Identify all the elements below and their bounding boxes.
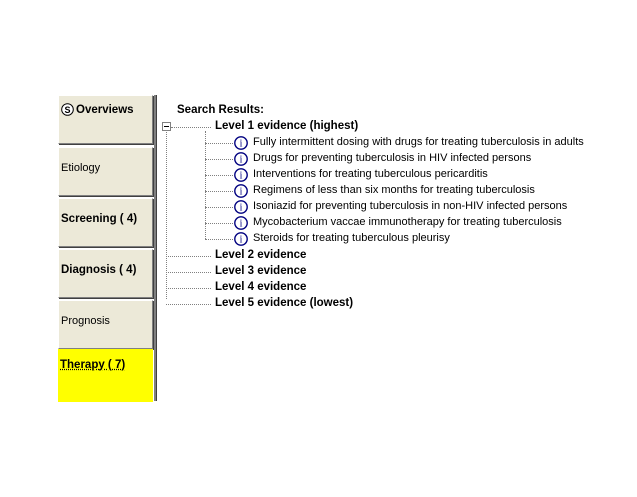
evidence-item-link[interactable]: Isoniazid for preventing tuberculosis in non-HIV infected persons <box>253 200 568 212</box>
tree-node-level-4[interactable]: Level 4 evidence <box>215 281 307 293</box>
info-icon <box>234 152 248 166</box>
tree-node-level-2[interactable]: Level 2 evidence <box>215 249 307 261</box>
tab-overviews-label: Overviews <box>76 104 134 116</box>
category-tabs <box>58 95 156 401</box>
info-icon <box>234 200 248 214</box>
tab-screening-label: Screening ( 4) <box>61 213 138 225</box>
tree-node-level-3[interactable]: Level 3 evidence <box>215 265 307 277</box>
tree-connector <box>166 256 211 257</box>
svg-text:i: i <box>239 186 243 198</box>
results-tree <box>157 95 584 401</box>
tree-connector <box>205 175 233 176</box>
svg-text:i: i <box>239 218 243 230</box>
tab-prognosis[interactable] <box>58 300 153 349</box>
tab-etiology-label: Etiology <box>61 162 101 174</box>
info-icon <box>234 168 248 182</box>
tree-connector <box>205 143 233 144</box>
info-icon <box>234 136 248 150</box>
tree-trunk-line <box>166 129 167 299</box>
svg-text:S: S <box>64 105 71 115</box>
tree-connector <box>205 159 233 160</box>
evidence-item-link[interactable]: Regimens of less than six months for treating tuberculosis <box>253 184 535 196</box>
tree-connector <box>166 304 211 305</box>
tree-connector <box>205 239 233 240</box>
tab-screening[interactable] <box>58 198 153 247</box>
tree-connector <box>205 191 233 192</box>
svg-text:i: i <box>239 202 243 214</box>
tree-node-level-5[interactable]: Level 5 evidence (lowest) <box>215 297 354 309</box>
evidence-item-link[interactable]: Mycobacterium vaccae immunotherapy for treating tuberculosis <box>253 216 562 228</box>
tree-connector <box>166 288 211 289</box>
info-icon <box>234 216 248 230</box>
evidence-item-link[interactable]: Fully intermittent dosing with drugs for treating tuberculosis in adults <box>253 136 584 148</box>
evidence-item-link[interactable]: Drugs for preventing tuberculosis in HIV infected persons <box>253 152 532 164</box>
tree-connector <box>205 223 233 224</box>
evidence-browser <box>58 95 584 401</box>
evidence-item-link[interactable]: Interventions for treating tuberculous pericarditis <box>253 168 488 180</box>
collapse-level-1-button[interactable] <box>162 122 171 131</box>
svg-text:i: i <box>239 170 243 182</box>
info-icon <box>234 232 248 246</box>
tab-diagnosis-label: Diagnosis ( 4) <box>61 264 137 276</box>
tree-connector <box>205 207 233 208</box>
tab-therapy-label: Therapy ( 7) <box>60 359 126 371</box>
svg-text:i: i <box>239 154 243 166</box>
svg-text:i: i <box>239 138 243 150</box>
tree-connector <box>171 127 211 128</box>
tab-overviews[interactable] <box>58 95 153 144</box>
tab-etiology[interactable] <box>58 147 153 196</box>
tree-connector <box>166 272 211 273</box>
tab-diagnosis[interactable] <box>58 249 153 298</box>
evidence-item-link[interactable]: Steroids for treating tuberculous pleurisy <box>253 232 450 244</box>
tab-prognosis-label: Prognosis <box>61 315 110 327</box>
info-icon <box>234 184 248 198</box>
tab-therapy[interactable] <box>58 349 153 402</box>
s-circle-icon <box>61 103 74 116</box>
results-panel <box>157 95 584 401</box>
tree-node-level-1[interactable]: Level 1 evidence (highest) <box>215 120 359 132</box>
svg-text:i: i <box>239 234 243 246</box>
search-results-heading: Search Results: <box>177 104 264 116</box>
